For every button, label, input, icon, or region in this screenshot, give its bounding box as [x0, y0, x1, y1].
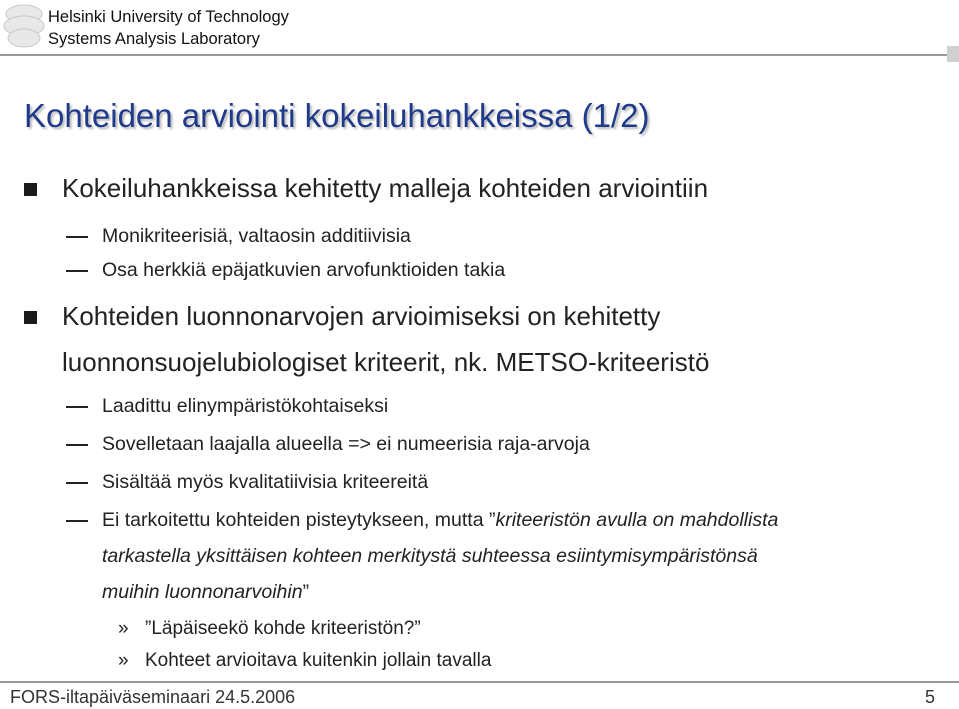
dash-bullet-icon: [66, 270, 88, 272]
footer-event: FORS-iltapäiväseminaari 24.5.2006: [10, 687, 296, 707]
bullet-2-sub-4-line-1: [102, 508, 778, 532]
footer-divider: [0, 681, 959, 683]
bullet-2-sub-4-line-3: [102, 580, 309, 604]
bullet-2-sub-4-italic-2: tarkastella yksittäisen kohteen merkitystä suhteessa esiintymisympäristönsä: [102, 545, 758, 567]
bullet-2-sub-2: Sovelletaan laajalla alueella => ei numeerisia raja-arvoja: [102, 433, 590, 455]
bullet-2-sub-1: Laadittu elinympäristökohtaiseksi: [102, 395, 389, 417]
bullet-2-sub-4-suffix: ”: [302, 581, 310, 603]
page-number: 5: [924, 687, 935, 707]
bullet-1-sub-1: Monikriteerisiä, valtaosin additiivisia: [102, 225, 411, 247]
laboratory-name: Systems Analysis Laboratory: [48, 30, 260, 48]
institution-name: Helsinki University of Technology: [48, 8, 289, 26]
dash-bullet-icon: [66, 520, 88, 522]
dash-bullet-icon: [66, 444, 88, 446]
bullet-1-sub-2: Osa herkkiä epäjatkuvien arvofunktioiden takia: [102, 259, 506, 281]
bullet-2-subsub-2: Kohteet arvioitava kuitenkin jollain tavalla: [145, 650, 492, 671]
slide-title: Kohteiden arviointi kokeiluhankkeissa (1/2): [24, 97, 650, 134]
bullet-1-text: Kokeiluhankkeissa kehitetty malleja kohteiden arviointiin: [62, 173, 709, 203]
raquo-bullet-icon: »: [118, 650, 129, 671]
bullet-2-line-2: luonnonsuojelubiologiset kriteerit, nk. METSO-kriteeristö: [62, 347, 710, 377]
bullet-2-sub-4-italic-3: muihin luonnonarvoihin: [102, 581, 303, 603]
bullet-2-sub-4-line-2: [102, 544, 758, 568]
bullet-2-sub-4-italic-1: kriteeristön avulla on mahdollista: [495, 509, 779, 531]
square-bullet-icon: [24, 183, 37, 196]
bullet-2-subsub-1: ”Läpäiseekö kohde kriteeristön?”: [145, 618, 421, 639]
bullet-2-sub-3: Sisältää myös kvalitatiivisia kriteereitä: [102, 471, 429, 493]
bullet-2-sub-4-prefix: Ei tarkoitettu kohteiden pisteytykseen, mutta ”: [102, 509, 496, 531]
dash-bullet-icon: [66, 236, 88, 238]
dash-bullet-icon: [66, 482, 88, 484]
bullet-2-line-1: Kohteiden luonnonarvojen arvioimiseksi on kehitetty: [62, 301, 661, 331]
raquo-bullet-icon: »: [118, 618, 129, 639]
dash-bullet-icon: [66, 406, 88, 408]
square-bullet-icon: [24, 311, 37, 324]
